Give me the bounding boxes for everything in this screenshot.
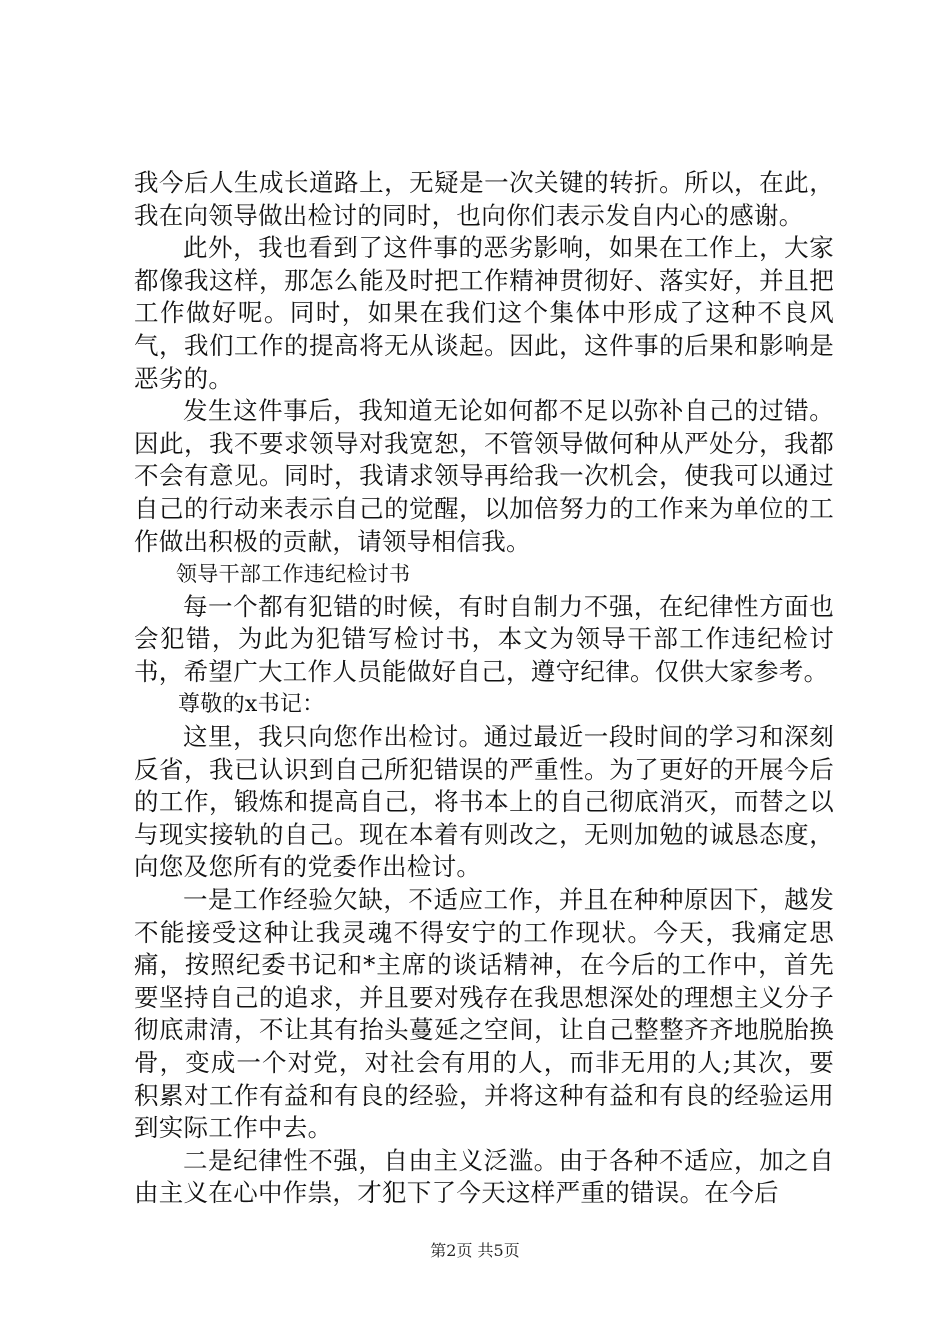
paragraph: 二是纪律性不强，自由主义泛滥。由于各种不适应，加之自由主义在心中作祟，才犯下了今天这样严重的错误。在今后: [134, 1145, 834, 1208]
paragraph: 每一个都有犯错的时候，有时自制力不强，在纪律性方面也会犯错，为此为犯错写检讨书，本文为领导干部工作违纪检讨书，希望广大工作人员能做好自己，遵守纪律。仅供大家参考。: [134, 591, 834, 686]
paragraph: 发生这件事后，我知道无论如何都不足以弥补自己的过错。因此，我不要求领导对我宽恕，不管领导做何种从严处分，我都不会有意见。同时，我请求领导再给我一次机会，使我可以通过自己的行动来表示自己的觉醒，以加倍努力的工作来为单位的工作做出积极的贡献，请领导相信我。: [134, 396, 834, 556]
paragraph: 此外，我也看到了这件事的恶劣影响，如果在工作上，大家都像我这样，那怎么能及时把工作精神贯彻好、落实好，并且把工作做好呢。同时，如果在我们这个集体中形成了这种不良风气，我们工作的提高将无从谈起。因此，这件事的后果和影响是恶劣的。: [134, 233, 834, 393]
page-number-footer: 第2页 共5页: [430, 1241, 520, 1260]
paragraph-continued: 我今后人生成长道路上，无疑是一次关键的转折。所以，在此，我在向领导做出检讨的同时，也向你们表示发自内心的感谢。: [134, 168, 834, 230]
paragraph: 一是工作经验欠缺，不适应工作，并且在种种原因下，越发不能接受这种让我灵魂不得安宁的工作现状。今天，我痛定思痛，按照纪委书记和*主席的谈话精神，在今后的工作中，首先要坚持自己的追求，并且要对残存在我思想深处的理想主义分子彻底肃清，不让其有抬头蔓延之空间，让自己整整齐齐地脱胎换骨，变成一个对党，对社会有用的人，而非无用的人;其次，要积累对工作有益和有良的经验，并将这种有益和有良的经验运用到实际工作中去。: [134, 885, 834, 1143]
paragraph: 这里，我只向您作出检讨。通过最近一段时间的学习和深刻反省，我已认识到自己所犯错误的严重性。为了更好的开展今后的工作，锻炼和提高自己，将书本上的自己彻底消灭，而替之以与现实接轨的自己。现在本着有则改之，无则加勉的诚恳态度，向您及您所有的党委作出检讨。: [134, 722, 834, 882]
document-body: [134, 167, 834, 1210]
salutation: 尊敬的x书记：: [178, 691, 325, 717]
section-title: 领导干部工作违纪检讨书: [176, 562, 411, 587]
